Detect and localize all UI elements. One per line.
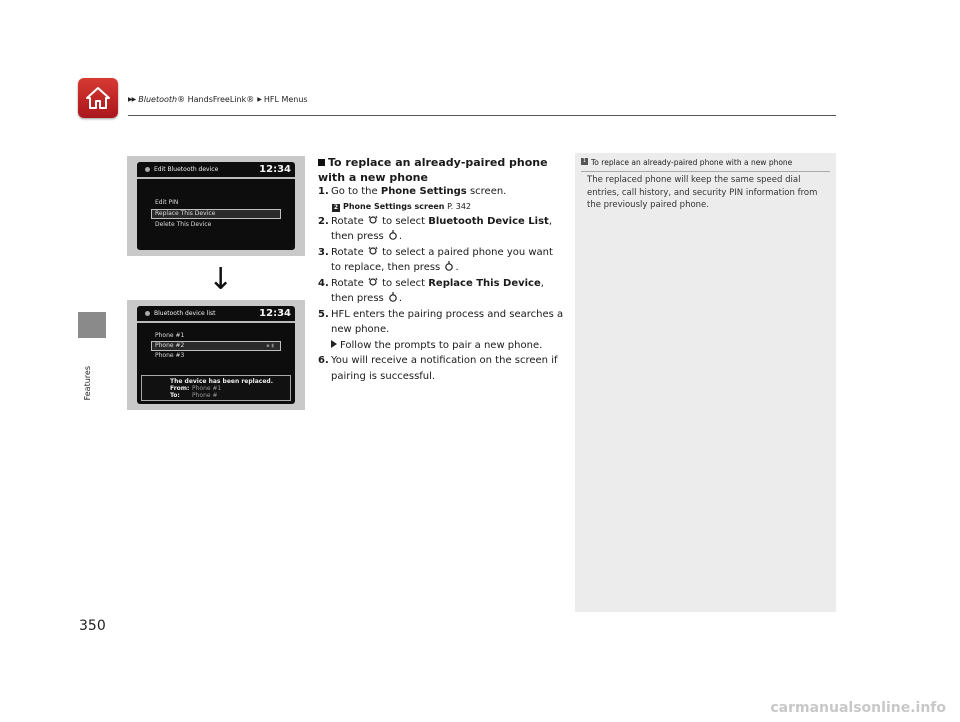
interface-dial-press-icon [388, 230, 398, 240]
device-list-item: Phone #2 ▪ ▮ [151, 341, 281, 351]
screen-clock: 12:34 [259, 308, 291, 319]
triangle-bullet-icon [331, 340, 337, 348]
menu-item-delete-device: Delete This Device [155, 221, 212, 228]
from-label: From: [170, 385, 190, 392]
back-icon [145, 167, 150, 172]
step-2: 2. Rotate to select Bluetooth Device List, then press . [318, 215, 553, 242]
notification-message: The device has been replaced. [170, 378, 273, 385]
screen-image-2 [127, 300, 305, 410]
square-bullet-icon [318, 159, 325, 166]
section-heading: To replace an already-paired phone with a new phone [318, 156, 548, 184]
arrow-down-icon: ↓ [208, 262, 234, 297]
screen-image-1 [127, 156, 305, 256]
device-list-item: Phone #1 [155, 332, 185, 339]
note-divider [581, 171, 830, 172]
step-1: 1. Go to the Phone Settings screen. [318, 186, 507, 197]
screen-title: Bluetooth device list [145, 310, 215, 317]
interface-dial-rotate-icon [368, 215, 378, 225]
xref-icon: 2 [333, 203, 339, 211]
breadcrumb [128, 95, 308, 104]
note-icon: 1 [582, 158, 587, 164]
replace-notification [141, 375, 291, 401]
steps-list [318, 184, 566, 384]
breadcrumb-item-bluetooth[interactable]: Bluetooth® HandsFreeLink® [138, 95, 255, 104]
interface-dial-rotate-icon [368, 246, 378, 256]
back-icon [145, 311, 150, 316]
header-divider [128, 115, 836, 116]
note-title: 1 To replace an already-paired phone with a new phone [582, 158, 793, 167]
note-body: The replaced phone will keep the same speed dial entries, call history, and security PIN information from the previously paired phone. [587, 175, 818, 210]
interface-dial-press-icon [444, 261, 454, 271]
screen-clock: 12:34 [259, 164, 291, 175]
screen-title: Edit Bluetooth device [145, 166, 218, 173]
to-value: Phone # [192, 392, 218, 399]
breadcrumb-arrow-icon: ▶ [257, 96, 261, 103]
home-icon[interactable] [78, 78, 118, 118]
screen-divider [137, 321, 295, 323]
section-label: Features [83, 366, 92, 401]
step-4: 4. Rotate to select Replace This Device, then press . [318, 277, 544, 304]
screen-divider [137, 177, 295, 179]
substep: Follow the prompts to pair a new phone. [318, 338, 566, 354]
breadcrumb-arrow-icon: ▶▶ [128, 96, 136, 103]
phone-status-icon: ▪ ▮ [266, 343, 274, 349]
step-3: 3. Rotate to select a paired phone you want to replace, then press . [318, 246, 553, 273]
menu-item-replace-device: Replace This Device [151, 209, 281, 219]
device-list-item: Phone #3 [155, 352, 185, 359]
interface-dial-press-icon [388, 292, 398, 302]
page-number: 350 [79, 618, 106, 634]
note-box [575, 153, 836, 612]
step-6: 6. You will receive a notification on the screen if pairing is successful. [318, 355, 558, 382]
breadcrumb-item-hfl-menus[interactable]: HFL Menus [263, 95, 308, 104]
menu-item-edit-pin: Edit PIN [155, 199, 179, 206]
from-value: Phone #1 [192, 385, 222, 392]
section-tab [78, 312, 106, 338]
watermark: carmanualsonline.info [770, 700, 946, 716]
to-label: To: [170, 392, 180, 399]
cross-reference-link[interactable]: 2 Phone Settings screen P. 342 [333, 201, 471, 211]
interface-dial-rotate-icon [368, 277, 378, 287]
step-5: 5. HFL enters the pairing process and searches a new phone. [318, 308, 564, 335]
